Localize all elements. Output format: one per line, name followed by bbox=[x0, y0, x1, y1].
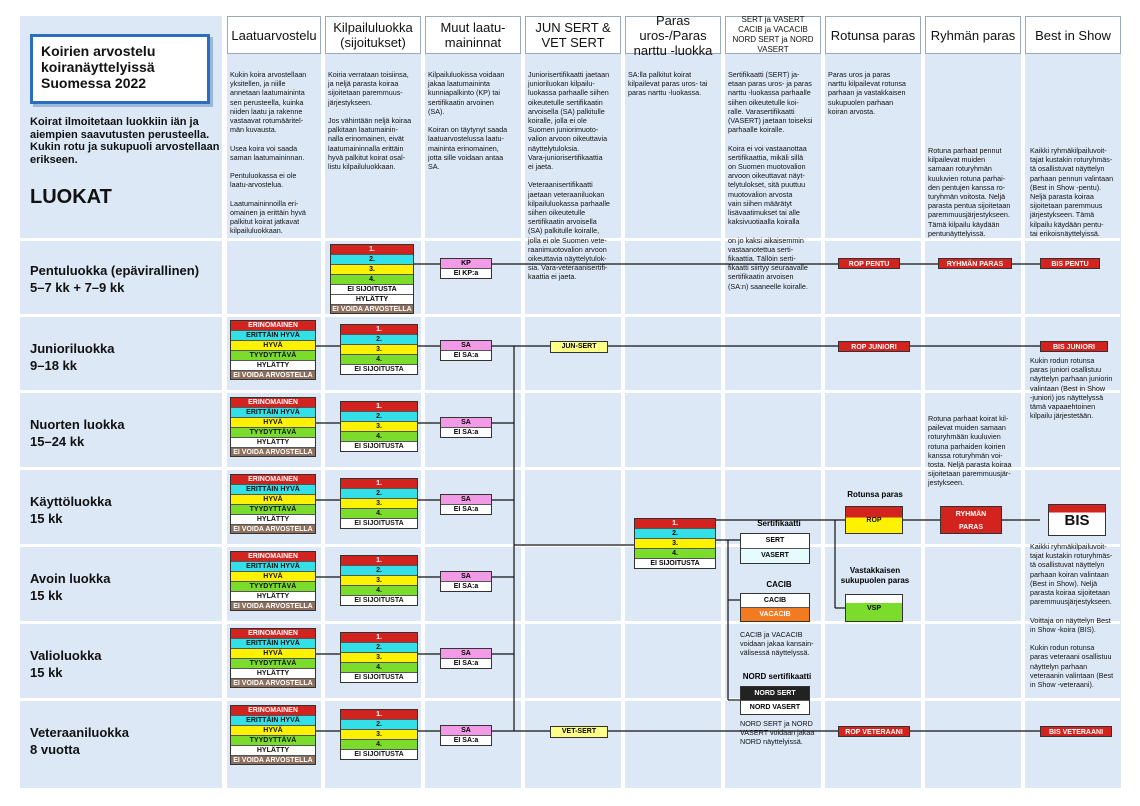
placing: 3. bbox=[341, 345, 417, 355]
placing-stack-pentu bbox=[330, 244, 414, 314]
placing: 3. bbox=[341, 730, 417, 740]
placing-stack bbox=[340, 709, 418, 760]
placing-stack bbox=[340, 324, 418, 375]
quality-grade: ERITTÄIN HYVÄ bbox=[231, 639, 315, 649]
desc-jun-sert: Juniorisertifikaatti jaetaan junioriluokan kilpailu- luokassa parhaalle siihen oikeutetulle sertifikaatin arvoisella (SA) palkitulle koiralle, jolla ei ole Suomen juniorimuoto- valion arvoon oikeuttavia näyttelytuloksia. Vara-juniorisertifikaattia ei jaeta. Veteraanisertifikaatti jaetaan veteraaniluokan kilpailuluokassa parhaalle siihen oikeutetulle sertifikaatin arvoisella (SA) palkitulle koiralle, jolla ei ole Suomen vete- raanimuotovalion arvoon oikeuttavia näyttelytulok- sia. Vara-veteraanisertifi- kaattia ei jaeta. bbox=[528, 70, 610, 282]
desc-bis-pentu: Kaikki ryhmäkilpailuvoit- tajat kustakin roturyhmäs- tä osallistuvat näyttelyn parhaan pennun valintaan (Best in Show -pentu). Neljä parasta koiraa sijoitetaan paremmuus järjestykseen. Tämä kilpailu käydään pentu- tai erikoisnäyttelyissä. bbox=[1030, 146, 1114, 238]
quality-grade: EI VOIDA ARVOSTELLA bbox=[231, 602, 315, 611]
ryhman-paras-badge: RYHMÄN PARAS bbox=[940, 506, 1002, 534]
quality-grade: HYLÄTTY bbox=[231, 361, 315, 371]
ei-sa-label: EI SA:a bbox=[441, 505, 491, 515]
kp-box bbox=[440, 258, 492, 279]
desc-bis: Kaikki ryhmäkilpailuvoit- tajat kustakin roturyhmäs- tä osallistuvat näyttelyn parhaan koiran valintaan (Best in Show). Neljä parasta koiraa sijoitetaan paremmuusjärjestykseen. Voittaja on näyttelyn Best in Show -koira (BIS). Kukin rodun rotunsa paras veteraani osallistuu näyttelyn parhaan veteraanin valintaan (Best in Show -veteraani). bbox=[1030, 542, 1114, 690]
placing: 1. bbox=[341, 556, 417, 566]
vet-sert-badge: VET-SERT bbox=[550, 726, 608, 738]
ei-sa-label: EI SA:a bbox=[441, 582, 491, 592]
placing-1: 1. bbox=[331, 245, 413, 255]
placing: EI SIJOITUSTA bbox=[341, 519, 417, 529]
placing-none: EI SIJOITUSTA bbox=[331, 285, 413, 295]
header-best-in-show: Best in Show bbox=[1025, 16, 1121, 54]
sa-box bbox=[440, 417, 492, 438]
quality-grade: ERINOMAINEN bbox=[231, 398, 315, 408]
sa-label: SA bbox=[441, 495, 491, 505]
quality-grade: ERITTÄIN HYVÄ bbox=[231, 485, 315, 495]
nord-sert-label: NORD SERT bbox=[741, 687, 809, 701]
placing: EI SIJOITUSTA bbox=[341, 442, 417, 452]
cacib-label: CACIB bbox=[741, 594, 809, 608]
cacib-note: CACIB ja VACACIB voidaan jakaa kansain- välisessä näyttelyssä. bbox=[740, 630, 814, 658]
placing: 3. bbox=[341, 576, 417, 586]
quality-grade: ERITTÄIN HYVÄ bbox=[231, 716, 315, 726]
grade-hylatty: HYLÄTTY bbox=[331, 295, 413, 305]
desc-laatuarvostelu: Kukin koira arvostellaan yksitellen, ja niille annetaan laatumaininta sen perusteella, kuinka niiden laatu ja rakenne vastaavat rotumääritel- män kuvausta. Usea koira voi saada saman laatumaininnan. Pentuluokassa ei ole laatu-arvostelua. Laatumaininnoilla eri- omainen ja erittäin hyvä palkitut koirat jatkavat kilpailuluokkaan. bbox=[230, 70, 307, 236]
ei-kp-label: EI KP:a bbox=[441, 269, 491, 279]
desc-kilpailuluokka: Koiria verrataan toisiinsa, ja neljä parasta koiraa sijoitetaan paremmuus- järjestykseen. Jos vähintään neljä koiraa palkitaan laatumainin- nalla erinomainen, eivät laatumaininnalla erittäin hyvä palkitut koirat osal- listu kilpailuluokkaan. bbox=[328, 70, 412, 172]
best-1: 1. bbox=[635, 519, 715, 529]
placing-stack bbox=[340, 401, 418, 452]
paras-luokka-stack bbox=[634, 518, 716, 569]
sa-box bbox=[440, 494, 492, 515]
header-ryhman-paras: Ryhmän paras bbox=[925, 16, 1021, 54]
sa-box bbox=[440, 571, 492, 592]
row-label-kayttoluokka: Käyttöluokka 15 kk bbox=[30, 494, 112, 526]
sa-label: SA bbox=[441, 341, 491, 351]
best-none: EI SIJOITUSTA bbox=[635, 559, 715, 569]
rop-veteraani-badge: ROP VETERAANI bbox=[838, 726, 910, 737]
placing: 3. bbox=[341, 653, 417, 663]
quality-grade: HYLÄTTY bbox=[231, 438, 315, 448]
sa-label: SA bbox=[441, 418, 491, 428]
placing: 4. bbox=[341, 355, 417, 365]
placing: 4. bbox=[341, 586, 417, 596]
header-laatuarvostelu: Laatuarvostelu bbox=[227, 16, 321, 54]
bis-veteraani-badge: BIS VETERAANI bbox=[1040, 726, 1112, 737]
best-3: 3. bbox=[635, 539, 715, 549]
placing: 3. bbox=[341, 422, 417, 432]
cacib-box bbox=[740, 593, 810, 622]
jun-sert-badge: JUN-SERT bbox=[550, 341, 608, 353]
placing-3: 3. bbox=[331, 265, 413, 275]
ei-sa-label: EI SA:a bbox=[441, 428, 491, 438]
vasert-label: VASERT bbox=[741, 549, 809, 564]
page-title: Koirien arvostelu koiranäyttelyissä Suomessa 2022 bbox=[30, 34, 210, 104]
quality-grade: HYVÄ bbox=[231, 495, 315, 505]
quality-grade: TYYDYTTÄVÄ bbox=[231, 428, 315, 438]
desc-muut: Kilpailuluokissa voidaan jakaa laatumaininta kunniapalkinto (KP) tai sertifikaatin arvoinen (SA). Koiran on täytynyt saada laatuarvostelussa laatu- maininta erinomainen, jotta sille voidaan antaa SA. bbox=[428, 70, 508, 172]
quality-grade: HYVÄ bbox=[231, 418, 315, 428]
quality-grade: ERINOMAINEN bbox=[231, 629, 315, 639]
quality-grade: ERINOMAINEN bbox=[231, 321, 315, 331]
quality-grade: ERITTÄIN HYVÄ bbox=[231, 562, 315, 572]
nord-note: NORD SERT ja NORD VASERT voidaan jakaa NORD näyttelyissä. bbox=[740, 719, 815, 747]
quality-grade: HYVÄ bbox=[231, 572, 315, 582]
rop-badge: ROP bbox=[845, 506, 903, 534]
sert-box bbox=[740, 533, 810, 564]
ei-sa-label: EI SA:a bbox=[441, 736, 491, 746]
grade-ei-voida: EI VOIDA ARVOSTELLA bbox=[332, 306, 412, 313]
cacib-heading: CACIB bbox=[766, 580, 792, 589]
placing: EI SIJOITUSTA bbox=[341, 596, 417, 606]
placing-stack bbox=[340, 632, 418, 683]
row-label-nuorten-luokka: Nuorten luokka 15–24 kk bbox=[30, 417, 125, 449]
header-paras-uros-narttu: Paras uros-/Paras narttu -luokka bbox=[625, 16, 721, 54]
placing: 2. bbox=[341, 489, 417, 499]
placing-stack bbox=[340, 555, 418, 606]
quality-grade: TYYDYTTÄVÄ bbox=[231, 351, 315, 361]
desc-rotunsa-paras: Paras uros ja paras narttu kilpailevat rotunsa parhaan ja vastakkaisen sukupuolen parhaan koiran arvosta. bbox=[828, 70, 906, 116]
sa-box bbox=[440, 648, 492, 669]
quality-stack bbox=[230, 397, 316, 457]
row-label-junioriluokka: Junioriluokka 9–18 kk bbox=[30, 341, 115, 373]
sa-label: SA bbox=[441, 726, 491, 736]
row-label-pentuluokka: Pentuluokka (epävirallinen) 5–7 kk + 7–9 kk bbox=[30, 263, 200, 295]
row-label-avoin-luokka: Avoin luokka 15 kk bbox=[30, 571, 111, 603]
rop-pentu-badge: ROP PENTU bbox=[838, 258, 900, 269]
placing-4: 4. bbox=[331, 275, 413, 285]
sa-label: SA bbox=[441, 649, 491, 659]
best-2: 2. bbox=[635, 529, 715, 539]
desc-ryhman-paras-pentu: Rotuna parhaat pennut kilpailevat muiden samaan roturyhmän kuuluvien rotuna parhai- den pentujen kanssa ro- turyhmän voitosta. Neljä parasta pentua sijoitetaan paremmuusjärjestykseen. Tämä kilpailu käydään pentunäyttelyissä. bbox=[928, 146, 1011, 238]
row-label-veteraaniluokka: Veteraaniluokka 8 vuotta bbox=[30, 725, 129, 757]
nord-vasert-label: NORD VASERT bbox=[741, 701, 809, 715]
placing: 1. bbox=[341, 402, 417, 412]
ryhman-paras-pentu-badge: RYHMÄN PARAS bbox=[938, 258, 1012, 269]
vsp-heading: Vastakkaisen sukupuolen paras bbox=[840, 566, 910, 585]
quality-grade: TYYDYTTÄVÄ bbox=[231, 659, 315, 669]
desc-bis-juniori: Kukin rodun rotunsa paras juniori osallistuu näyttelyn parhaan juniorin valintaan (Best in Show -juniori) jos näyttelyssä tämä vapaaehtoinen kilpailu järjestetään. bbox=[1030, 356, 1113, 421]
quality-stack bbox=[230, 551, 316, 611]
placing: 4. bbox=[341, 740, 417, 750]
placing: 2. bbox=[341, 720, 417, 730]
placing: 3. bbox=[341, 499, 417, 509]
placing: 1. bbox=[341, 633, 417, 643]
quality-grade: ERINOMAINEN bbox=[231, 706, 315, 716]
quality-grade: ERINOMAINEN bbox=[231, 552, 315, 562]
placing: 2. bbox=[341, 566, 417, 576]
intro-text: Koirat ilmoitetaan luokkiin iän ja aiempien saavutusten perusteella. Kukin rotu ja sukupuoli arvostellaan erikseen. bbox=[30, 116, 220, 166]
placing: 2. bbox=[341, 643, 417, 653]
placing: 1. bbox=[341, 710, 417, 720]
quality-grade: HYLÄTTY bbox=[231, 746, 315, 756]
sa-box bbox=[440, 725, 492, 746]
quality-grade: EI VOIDA ARVOSTELLA bbox=[231, 525, 315, 534]
quality-grade: ERITTÄIN HYVÄ bbox=[231, 331, 315, 341]
rop-heading: Rotunsa paras bbox=[847, 490, 903, 499]
classes-heading: LUOKAT bbox=[30, 186, 112, 208]
vsp-badge: VSP bbox=[845, 594, 903, 622]
desc-paras-luokka: SA:lla palkitut koirat kilpailevat paras uros- tai paras narttu -luokassa. bbox=[628, 70, 708, 98]
bis-pentu-badge: BIS PENTU bbox=[1040, 258, 1100, 269]
quality-stack bbox=[230, 628, 316, 688]
sert-label: SERT bbox=[741, 534, 809, 549]
quality-grade: EI VOIDA ARVOSTELLA bbox=[231, 679, 315, 688]
sert-heading: Sertifikaatti bbox=[757, 519, 801, 528]
quality-stack bbox=[230, 474, 316, 534]
desc-sert: Sertifikaatti (SERT) ja- etaan paras uros- ja paras narttu -luokassa parhaalle siihen oikeutetulle koi- ralle. Varasertifikaatti (VASERT) jaetaan toiseksi parhaalle koiralle. Koira ei voi vastaanottaa sertifikaattia, mikäli sillä on Suomen muotovalion arvoon oikeuttavat näyt- telytulokset, sitä puuttuu muotovalion arvosta vain siihen määrätyt lisävaatimukset tai alle kaksivuotiaalla koiralla on jo kaksi aikaisemmin vastaanotettua serti- fikaattia. Tällöin serti- fikaatti siirtyy seuraavalle sertifikaatin arvoisen (SA:n) saaneelle koiralle. bbox=[728, 70, 813, 291]
quality-grade: TYYDYTTÄVÄ bbox=[231, 505, 315, 515]
placing: EI SIJOITUSTA bbox=[341, 365, 417, 375]
quality-grade: HYVÄ bbox=[231, 341, 315, 351]
header-muut-laatumaininnat: Muut laatu- maininnat bbox=[425, 16, 521, 54]
quality-grade: ERITTÄIN HYVÄ bbox=[231, 408, 315, 418]
placing: EI SIJOITUSTA bbox=[341, 673, 417, 683]
quality-grade: ERINOMAINEN bbox=[231, 475, 315, 485]
sa-box bbox=[440, 340, 492, 361]
placing: EI SIJOITUSTA bbox=[341, 750, 417, 760]
best-4: 4. bbox=[635, 549, 715, 559]
placing: 1. bbox=[341, 325, 417, 335]
quality-stack bbox=[230, 320, 316, 380]
quality-grade: HYLÄTTY bbox=[231, 669, 315, 679]
rop-juniori-badge: ROP JUNIORI bbox=[838, 341, 910, 352]
header-rotunsa-paras: Rotunsa paras bbox=[825, 16, 921, 54]
ei-sa-label: EI SA:a bbox=[441, 659, 491, 669]
placing: 2. bbox=[341, 335, 417, 345]
quality-stack bbox=[230, 705, 316, 765]
header-sertifikaatit: SERT ja VASERT CACIB ja VACACIB NORD SERT ja NORD VASERT bbox=[725, 16, 821, 54]
header-kilpailuluokka: Kilpailuluokka (sijoitukset) bbox=[325, 16, 421, 54]
nord-heading: NORD sertifikaatti bbox=[742, 672, 812, 681]
placing-2: 2. bbox=[331, 255, 413, 265]
placing: 1. bbox=[341, 479, 417, 489]
placing: 4. bbox=[341, 509, 417, 519]
desc-ryhman-paras: Rotuna parhaat koirat kil- pailevat muiden samaan roturyhmään kuuluvien rotuna parhaiden koirien kanssa roturyhmän voi- tosta. Neljä parasta koiraa sijoitetaan paremmuusjär- jestykseen. bbox=[928, 414, 1012, 488]
placing: 4. bbox=[341, 432, 417, 442]
sa-label: SA bbox=[441, 572, 491, 582]
quality-grade: TYYDYTTÄVÄ bbox=[231, 736, 315, 746]
quality-grade: HYVÄ bbox=[231, 649, 315, 659]
ei-sa-label: EI SA:a bbox=[441, 351, 491, 361]
quality-grade: TYYDYTTÄVÄ bbox=[231, 582, 315, 592]
header-jun-vet-sert: JUN SERT & VET SERT bbox=[525, 16, 621, 54]
quality-grade: HYVÄ bbox=[231, 726, 315, 736]
vacacib-label: VACACIB bbox=[741, 608, 809, 622]
quality-grade: HYLÄTTY bbox=[231, 515, 315, 525]
kp-label: KP bbox=[441, 259, 491, 269]
row-label-valioluokka: Valioluokka 15 kk bbox=[30, 648, 102, 680]
placing: 2. bbox=[341, 412, 417, 422]
quality-grade: EI VOIDA ARVOSTELLA bbox=[231, 371, 315, 380]
nord-box bbox=[740, 686, 810, 715]
bis-badge: BIS bbox=[1048, 504, 1106, 536]
placing: 4. bbox=[341, 663, 417, 673]
quality-grade: EI VOIDA ARVOSTELLA bbox=[231, 448, 315, 457]
quality-grade: EI VOIDA ARVOSTELLA bbox=[231, 756, 315, 765]
placing-stack bbox=[340, 478, 418, 529]
bis-juniori-badge: BIS JUNIORI bbox=[1040, 341, 1108, 352]
quality-grade: HYLÄTTY bbox=[231, 592, 315, 602]
